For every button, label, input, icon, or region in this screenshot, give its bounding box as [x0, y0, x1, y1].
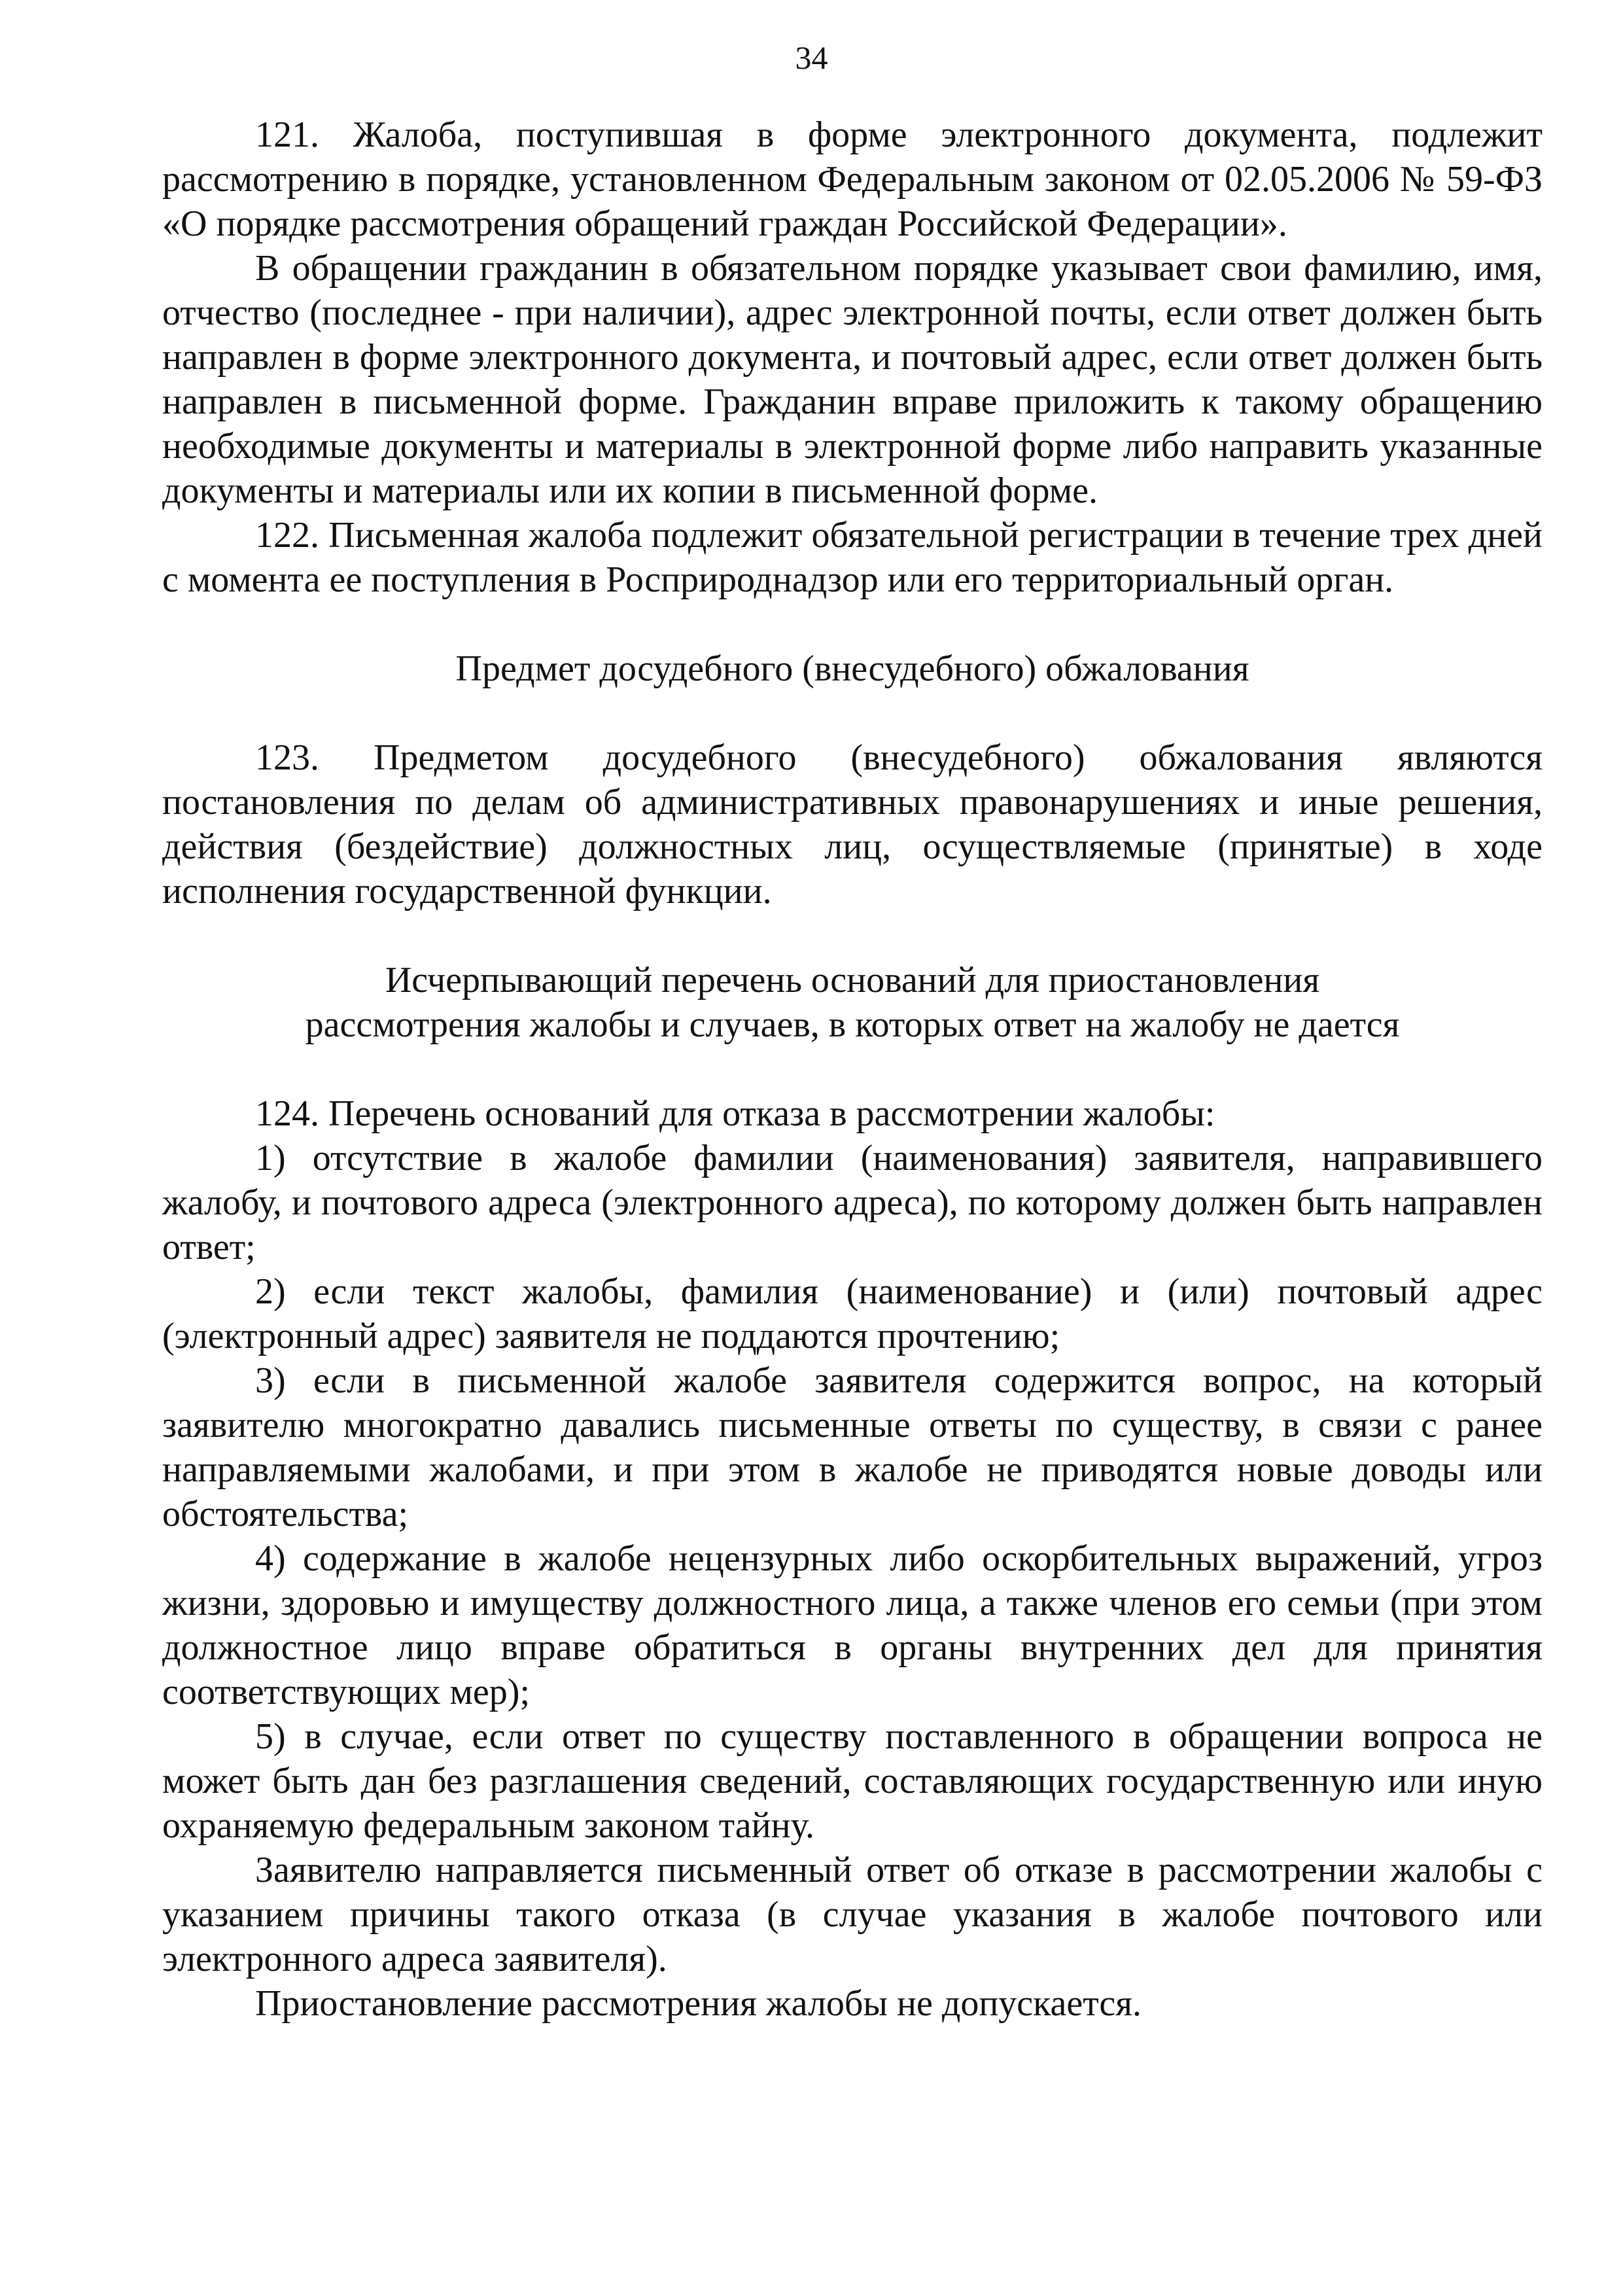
section-heading-grounds-line-2: рассмотрения жалобы и случаев, в которых ответ на жалобу не дается [305, 1004, 1400, 1045]
section-heading-grounds-line-1: Исчерпывающий перечень оснований для приостановления [385, 960, 1320, 1000]
page-number: 34 [795, 39, 828, 76]
paragraph-121-continuation: В обращении гражданин в обязательном порядке указывает свои фамилию, имя, отчество (последнее - при наличии), адрес электронной почты, если ответ должен быть направлен в форме электронного документа, и почтовый адрес, если ответ должен быть направлен в письменной форме. Гражданин вправе приложить к такому обращению необходимые документы и материалы в электронной форме либо направить указанные документы и материалы или их копии в письменной форме. [162, 248, 1543, 511]
section-heading-grounds [162, 958, 1543, 1047]
paragraph-no-suspension: Приостановление рассмотрения жалобы не допускается. [255, 1983, 1142, 2024]
paragraph-refusal-notice: Заявителю направляется письменный ответ об отказе в рассмотрении жалобы с указанием причины такого отказа (в случае указания в жалобе почтового или электронного адреса заявителя). [162, 1850, 1543, 1979]
paragraph-124-item-5: 5) в случае, если ответ по существу поставленного в обращении вопроса не может быть дан без разглашения сведений, составляющих государственную или иную охраняемую федеральным законом тайну. [162, 1716, 1543, 1846]
paragraph-124-item-2: 2) если текст жалобы, фамилия (наименование) и (или) почтовый адрес (электронный адрес) заявителя не поддаются прочтению; [162, 1271, 1543, 1356]
section-heading-subject: Предмет досудебного (внесудебного) обжалования [455, 648, 1249, 689]
paragraph-123: 123. Предметом досудебного (внесудебного) обжалования являются постановления по делам об административных правонарушениях и иные решения, действия (бездействие) должностных лиц, осуществляемые (принятые) в ходе исполнения государственной функции. [162, 737, 1543, 911]
paragraph-124: 124. Перечень оснований для отказа в рассмотрении жалобы: [255, 1093, 1215, 1134]
paragraph-122: 122. Письменная жалоба подлежит обязательной регистрации в течение трех дней с момента ее поступления в Росприроднадзор или его территориальный орган. [162, 515, 1543, 600]
document-body [162, 113, 1543, 2026]
paragraph-121: 121. Жалоба, поступившая в форме электронного документа, подлежит рассмотрению в порядке, установленном Федеральным законом от 02.05.2006 № 59-ФЗ «О порядке рассмотрения обращений граждан Российской Федерации». [162, 115, 1543, 244]
paragraph-124-item-3: 3) если в письменной жалобе заявителя содержится вопрос, на который заявителю многократно давались письменные ответы по существу, в связи с ранее направляемыми жалобами, и при этом в жалобе не приводятся новые доводы или обстоятельства; [162, 1360, 1543, 1534]
paragraph-124-item-4: 4) содержание в жалобе нецензурных либо оскорбительных выражений, угроз жизни, здоровью и имуществу должностного лица, а также членов его семьи (при этом должностное лицо вправе обратиться в органы внутренних дел для принятия соответствующих мер); [162, 1538, 1543, 1712]
paragraph-124-item-1: 1) отсутствие в жалобе фамилии (наименования) заявителя, направившего жалобу, и почтового адреса (электронного адреса), по которому должен быть направлен ответ; [162, 1138, 1543, 1267]
